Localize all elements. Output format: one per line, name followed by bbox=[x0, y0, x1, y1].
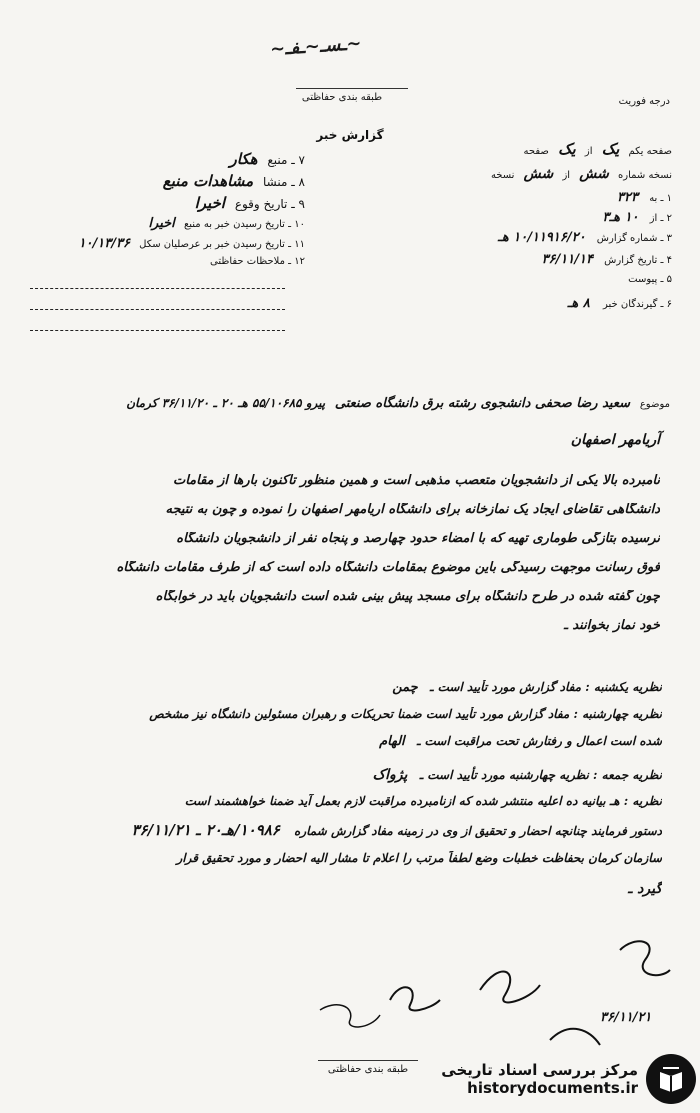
field-value: اخیرا bbox=[194, 194, 225, 212]
field-label: ۹ ـ تاریخ وقوع bbox=[234, 197, 305, 211]
field-label: ۱۲ ـ ملاحظات حفاظتی bbox=[210, 256, 305, 267]
field-label: ۵ ـ پیوست bbox=[628, 274, 672, 285]
opinion-text: نظریه یکشنبه : مفاد گزارش مورد تأیید است ـ bbox=[429, 680, 662, 694]
field-value: مشاهدات منبع bbox=[162, 172, 254, 190]
right-field-row bbox=[372, 190, 672, 210]
signature-stroke bbox=[480, 971, 540, 1002]
stamp-divider bbox=[296, 88, 408, 89]
opinion-text: نظریه : هـ بیانیه ده اعلیه منتشر شده که ازنامبرده مراقبت لازم بعمل آید ضمنا خواهشمند است bbox=[184, 794, 662, 808]
field-value: اخیرا bbox=[148, 216, 175, 231]
body-text bbox=[50, 474, 660, 648]
field-value: هکار bbox=[229, 150, 258, 168]
opinion-line bbox=[50, 794, 662, 821]
opinion-text: دستور فرمایند چنانچه احضار و تحقیق از وی در زمینه مفاد گزارش شماره bbox=[294, 824, 662, 838]
dashed-line bbox=[30, 330, 285, 331]
opinion-text: نظریه جمعه : نظریه چهارشنبه مورد تأیید است ـ bbox=[419, 768, 662, 782]
field-value: یک bbox=[558, 140, 576, 158]
field-label: ۸ ـ منشا bbox=[262, 175, 305, 189]
logo-text bbox=[441, 1061, 638, 1097]
opinion-line bbox=[50, 851, 662, 881]
body-line: دانشگاهی تقاضای ایجاد یک نمازخانه برای دانشگاه آریامهر اصفهان را نموده و چون به نتیجه bbox=[165, 503, 660, 517]
stamp-divider bbox=[318, 1060, 418, 1061]
page-title: گزارش خبر bbox=[316, 128, 384, 142]
left-field-row bbox=[30, 216, 305, 236]
field-label: ۱۰ ـ تاریخ رسیدن خبر به منبع bbox=[183, 219, 305, 230]
field-value: ۸ هـ bbox=[567, 296, 590, 311]
right-field-row bbox=[372, 230, 672, 252]
signature-stroke bbox=[390, 987, 440, 1010]
opinion-signature: الهام bbox=[379, 734, 405, 749]
left-field-row bbox=[30, 150, 305, 172]
body-line: فوق رسانت موجهت رسیدگی باین موضوع بمقامات دانشگاه داده است که از طرف مقامات دانشگاه bbox=[116, 561, 660, 575]
opinion-line bbox=[50, 761, 662, 794]
field-value: ۱۰/۱۳/۳۶ bbox=[78, 236, 130, 251]
addressee: آریامهر اصفهان bbox=[570, 432, 660, 448]
subject-label: موضوع bbox=[639, 399, 670, 410]
book-icon bbox=[646, 1054, 696, 1104]
opinion-signature: پژواک bbox=[372, 767, 408, 783]
field-label: ۳ ـ شماره گزارش bbox=[596, 233, 672, 244]
field-value: شش bbox=[523, 166, 554, 182]
opinion-line bbox=[50, 680, 662, 707]
signature-stroke bbox=[550, 1029, 600, 1045]
right-field-row bbox=[372, 210, 672, 230]
field-label: ۱۱ ـ تاریخ رسیدن خبر بر عرصلیان سکل bbox=[139, 239, 305, 250]
signature-stroke bbox=[320, 1005, 380, 1027]
field-value: ۳۲۳ bbox=[617, 190, 638, 205]
field-label: ۱ ـ به bbox=[649, 193, 672, 204]
opinion-text: گیرد ـ bbox=[628, 881, 662, 897]
bottom-stamp-label: طبقه بندی حفاظتی bbox=[327, 1064, 409, 1075]
right-field-row bbox=[372, 140, 672, 166]
subject-ref: پیرو ۵۵/۱۰۶۸۵ هـ ۲۰ ـ ۳۶/۱۱/۲۰ کرمان bbox=[126, 396, 326, 410]
signature-stroke bbox=[620, 941, 670, 975]
field-value: ۳۶/۱۱/۱۴ bbox=[541, 252, 593, 267]
opinion-signature: چمن bbox=[392, 680, 418, 695]
opinions bbox=[50, 680, 662, 911]
left-field-row bbox=[30, 236, 305, 256]
opinion-line bbox=[50, 734, 662, 761]
watermark-logo bbox=[418, 1048, 696, 1110]
right-field-row bbox=[372, 296, 672, 318]
opinion-line bbox=[50, 821, 662, 851]
field-label: ۲ ـ از bbox=[649, 213, 672, 224]
field-label: از bbox=[584, 146, 593, 157]
body-line: چون گفته شده در طرح دانشگاه برای مسجد پیش بینی شده است دانشجویان باید در خوابگاه bbox=[155, 590, 660, 604]
left-field-row bbox=[30, 256, 305, 276]
field-label: نسخه شماره bbox=[618, 170, 672, 181]
field-label: صفحه یکم bbox=[628, 146, 672, 157]
stamp-scribble: ~ـسـ~ـفـ~ bbox=[269, 32, 363, 61]
logo-en-text: historydocuments.ir bbox=[467, 1079, 638, 1097]
field-label: صفحه bbox=[523, 146, 549, 157]
dashed-line bbox=[30, 288, 285, 289]
field-value: ۱۰ هـ۳ bbox=[602, 210, 639, 225]
top-stamp-label: طبقه بندی حفاظتی bbox=[301, 92, 383, 103]
signature-date: ۳۶/۱۱/۲۱ bbox=[600, 1010, 652, 1025]
body-line: نرسیده بتازگی طوماری تهیه که با امضاء حدود چهارصد و پنجاه نفر از دانشجویان دانشگاه bbox=[176, 532, 660, 546]
subject-text: سعید رضا صحفی دانشجوی رشته برق دانشگاه صنعتی bbox=[334, 396, 631, 411]
field-value: ۱۰/۱۱۹۱۶/۲۰ هـ bbox=[498, 230, 586, 245]
signatures-scribble bbox=[300, 930, 690, 1050]
right-fields bbox=[372, 140, 672, 318]
field-label: نسخه bbox=[490, 170, 515, 181]
logo-fa-text: مرکز بررسی اسناد تاریخی bbox=[441, 1061, 638, 1079]
field-value: شش bbox=[579, 166, 609, 182]
opinion-text: سازمان کرمان بحفاظت خطبات وضع لطفاً مرتب را اعلام تا مشار الیه احضار و مورد تحقیق قرار bbox=[176, 851, 662, 865]
field-label: از bbox=[562, 170, 571, 181]
opinion-line bbox=[50, 707, 662, 734]
body-line: خود نماز بخوانند ـ bbox=[563, 619, 660, 633]
subject-line bbox=[38, 396, 670, 411]
opinion-signature: ۱۰۹۸۶/هـ۲۰ ـ ۳۶/۱۱/۲۱ bbox=[131, 821, 280, 839]
opinion-line bbox=[50, 881, 662, 911]
right-field-row bbox=[372, 252, 672, 274]
opinion-text: نظریه چهارشنبه : مفاد گزارش مورد تأیید است ضمنا تحریکات و رهبران مسئولین دانشگاه نیز مشخص bbox=[149, 707, 662, 721]
right-field-row bbox=[372, 166, 672, 190]
dashed-line bbox=[30, 309, 285, 310]
top-classification-stamp bbox=[232, 30, 452, 105]
right-field-row bbox=[372, 274, 672, 296]
book-icon-svg bbox=[654, 1062, 688, 1096]
field-label: ۷ ـ منبع bbox=[267, 153, 305, 167]
field-label: ۴ ـ تاریخ گزارش bbox=[604, 255, 672, 266]
body-line: نامبرده بالا یکی از دانشجویان متعصب مذهبی است و همین منظور تاکنون بارها از مقامات bbox=[172, 474, 660, 488]
opinion-text: شده است اعمال و رفتارش تحت مراقبت است ـ bbox=[416, 734, 662, 748]
left-fields bbox=[30, 150, 305, 331]
left-field-row bbox=[30, 172, 305, 194]
priority-label: درجه فوریت bbox=[618, 96, 670, 107]
field-label: ۶ ـ گیرندگان خبر bbox=[602, 299, 672, 310]
field-value: یک bbox=[601, 140, 620, 158]
left-field-row bbox=[30, 194, 305, 216]
